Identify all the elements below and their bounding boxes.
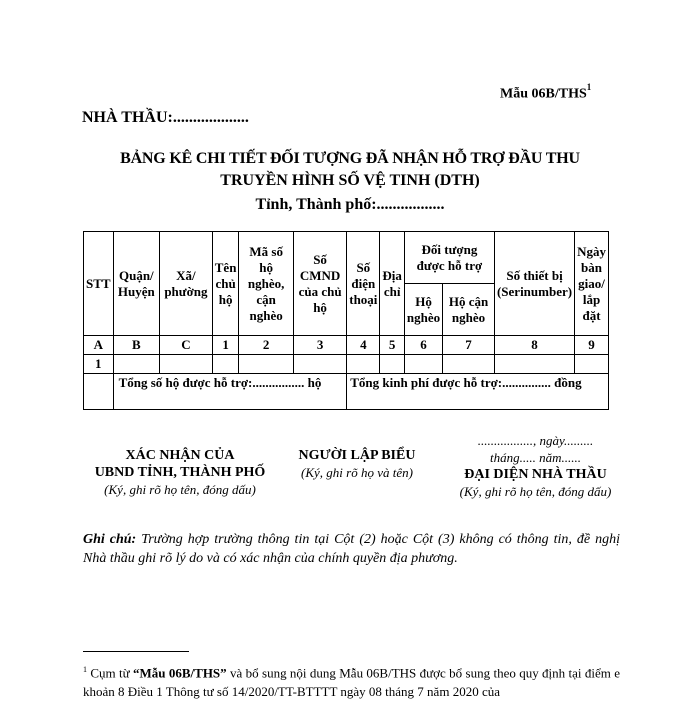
preparer-note: (Ký, ghi rõ họ và tên): [301, 465, 413, 480]
note-label: Ghi chú:: [83, 532, 137, 547]
authority-note: (Ký, ghi rõ họ tên, đóng dấu): [104, 482, 256, 497]
preparer-title: NGƯỜI LẬP BIỂU: [298, 448, 416, 463]
beneficiary-table: [83, 231, 609, 410]
total-funding: Tổng kinh phí được hỗ trợ:............... đồng: [347, 374, 609, 410]
total-households: Tổng số hộ được hỗ trợ:................ hộ: [113, 374, 347, 410]
header-near-poor: Hộ cận nghèo: [443, 284, 495, 336]
document-title-line-2: TRUYỀN HÌNH SỐ VỆ TINH (DTH): [220, 172, 480, 189]
code-cell: 4: [347, 336, 380, 355]
code-cell: C: [160, 336, 213, 355]
table-cell: [160, 355, 213, 374]
date-line-1: ................., ngày.........: [477, 433, 594, 448]
footnote-separator: [83, 651, 189, 652]
form-code-text: Mẫu 06B/THS: [500, 86, 587, 102]
date-line-2: tháng..... năm......: [490, 450, 581, 465]
table-cell: [494, 355, 574, 374]
signature-block-authority: [80, 447, 280, 498]
row-stt: 1: [84, 355, 114, 374]
code-cell: 6: [404, 336, 442, 355]
code-cell: 9: [575, 336, 609, 355]
footnote-marker: 1: [83, 665, 87, 674]
table-total-row: [84, 374, 609, 410]
authority-title-1: XÁC NHẬN CỦA: [125, 448, 235, 463]
note-paragraph: [83, 530, 620, 568]
table-cell: [347, 355, 380, 374]
code-cell: A: [84, 336, 114, 355]
header-district: Quận/ Huyện: [113, 232, 160, 336]
form-code: [500, 84, 591, 103]
table-cell: [212, 355, 239, 374]
table-header-row: [84, 232, 609, 284]
table-cell: [575, 355, 609, 374]
header-serial: Số thiết bị (Serinumber): [494, 232, 574, 336]
code-cell: 5: [380, 336, 405, 355]
signature-block-contractor: [448, 432, 623, 500]
table-cell: [84, 374, 114, 410]
table-code-row: [84, 336, 609, 355]
contractor-representative-title: ĐẠI DIỆN NHÀ THẦU: [464, 467, 607, 482]
code-cell: B: [113, 336, 160, 355]
document-title-line-1: BẢNG KÊ CHI TIẾT ĐỐI TƯỢNG ĐÃ NHẬN HỖ TRỢ ĐẦU THU: [120, 150, 580, 167]
header-poor: Hộ nghèo: [404, 284, 442, 336]
footnote-text-bold: “Mẫu 06B/THS”: [133, 665, 227, 681]
header-poor-code: Mã số hộ nghèo, cận nghèo: [239, 232, 293, 336]
header-stt: STT: [84, 232, 114, 336]
table-cell: [443, 355, 495, 374]
code-cell: 7: [443, 336, 495, 355]
authority-title-2: UBND TỈNH, THÀNH PHỐ: [94, 465, 266, 480]
footnote-ref: 1: [586, 82, 592, 92]
signature-block-preparer: [282, 447, 432, 481]
header-household-head: Tên chủ hộ: [212, 232, 239, 336]
table-cell: [293, 355, 346, 374]
code-cell: 3: [293, 336, 346, 355]
code-cell: 1: [212, 336, 239, 355]
header-beneficiary-group: Đối tượng được hỗ trợ: [404, 232, 494, 284]
code-cell: 8: [494, 336, 574, 355]
footnote: [83, 660, 620, 701]
contractor-line: NHÀ THẦU:...................: [82, 109, 249, 126]
header-address: Địa chỉ: [380, 232, 405, 336]
table-cell: [404, 355, 442, 374]
header-handover-date: Ngày bàn giao/ lắp đặt: [575, 232, 609, 336]
table-cell: [239, 355, 293, 374]
table-cell: [380, 355, 405, 374]
header-phone: Số điện thoại: [347, 232, 380, 336]
header-id-number: Số CMND của chủ hộ: [293, 232, 346, 336]
table-cell: [113, 355, 160, 374]
header-ward: Xã/ phường: [160, 232, 213, 336]
province-line: Tỉnh, Thành phố:.................: [255, 196, 445, 213]
note-text: Trường hợp trường thông tin tại Cột (2) hoặc Cột (3) không có thông tin, đề nghị Nhà thầu ghi rõ lý do và có xác nhận của chính quyền địa phương.: [83, 532, 621, 566]
footnote-text-post: và bổ sung nội dung Mẫu 06B/THS được bổ sung theo quy định tại điểm e khoản 8 Điều 1 Thông tư số 14/2020/TT-BTTTT ngày 08 tháng 7 năm 2020 của: [83, 665, 620, 700]
footnote-text-pre: Cụm từ: [87, 665, 134, 681]
contractor-note: (Ký, ghi rõ họ tên, đóng dấu): [459, 484, 612, 499]
table-row: [84, 355, 609, 374]
code-cell: 2: [239, 336, 293, 355]
